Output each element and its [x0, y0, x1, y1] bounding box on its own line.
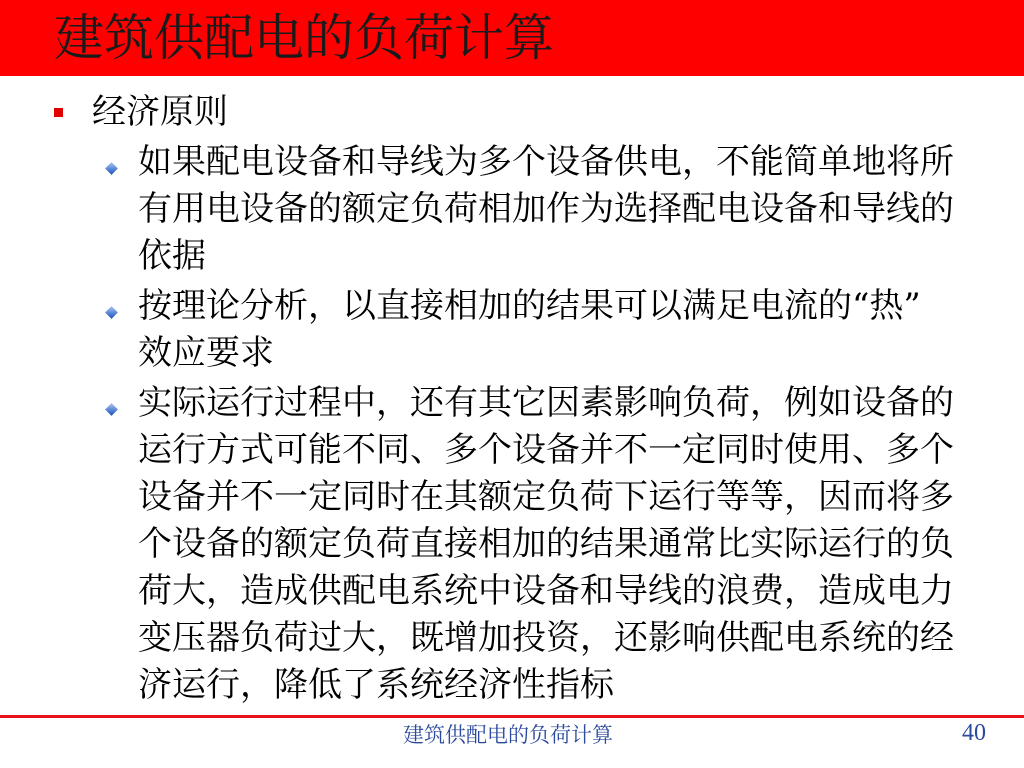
footer-rule: [0, 715, 1024, 718]
blue-diamond-bullet-icon: [105, 162, 118, 175]
header-band: [0, 0, 1024, 76]
bullet-text-line: 个设备的额定负荷直接相加的结果通常比实际运行的负: [138, 524, 954, 564]
main-bullet-text: 经济原则: [92, 92, 228, 132]
page-number: 40: [962, 720, 986, 746]
red-square-bullet-icon: [54, 108, 63, 117]
bullet-text-line: 实际运行过程中，还有其它因素影响负荷，例如设备的: [138, 383, 954, 423]
bullet-text-line: 如果配电设备和导线为多个设备供电，不能简单地将所: [138, 142, 954, 182]
bullet-text-line: 有用电设备的额定负荷相加作为选择配电设备和导线的: [138, 189, 954, 229]
bullet-text-line: 按理论分析，以直接相加的结果可以满足电流的“热”: [138, 286, 921, 326]
bullet-text-line: 变压器负荷过大，既增加投资，还影响供配电系统的经: [138, 618, 954, 658]
sub-bullet-list: [106, 139, 986, 709]
sub-bullet-item: [106, 283, 986, 377]
bullet-text-line: 依据: [138, 236, 206, 276]
footer-title: 建筑供配电的负荷计算: [403, 723, 613, 747]
bullet-text-line: 运行方式可能不同、多个设备并不一定同时使用、多个: [138, 430, 954, 470]
sub-bullet-item: [106, 380, 986, 709]
sub-bullet-item: [106, 139, 986, 280]
bullet-text-line: 设备并不一定同时在其额定负荷下运行等等，因而将多: [138, 477, 954, 517]
slide-title: 建筑供配电的负荷计算: [54, 9, 554, 67]
bullet-text-line: 济运行，降低了系统经济性指标: [138, 665, 614, 705]
bullet-text-line: 效应要求: [138, 333, 274, 373]
bullet-text-line: 荷大，造成供配电系统中设备和导线的浪费，造成电力: [138, 571, 954, 611]
blue-diamond-bullet-icon: [105, 403, 118, 416]
blue-diamond-bullet-icon: [105, 306, 118, 319]
